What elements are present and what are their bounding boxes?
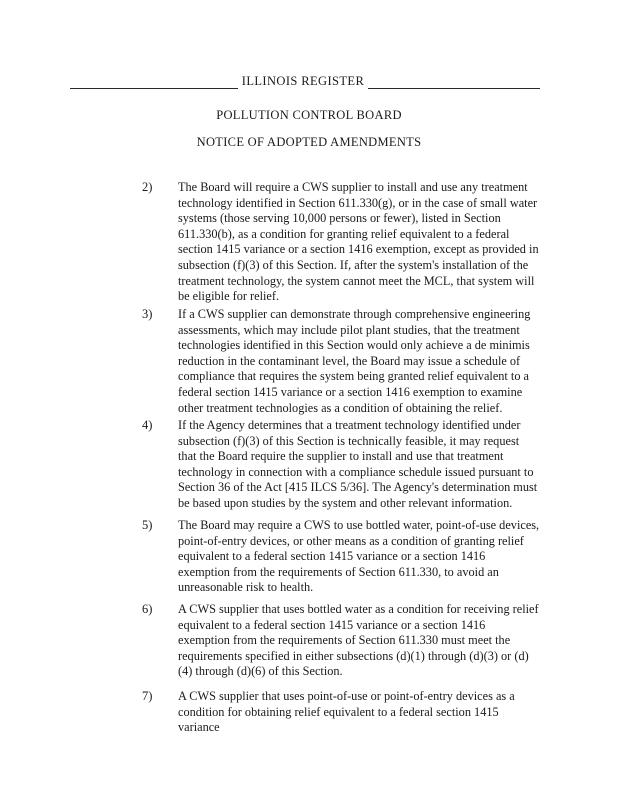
item-text: A CWS supplier that uses point-of-use or point-of-entry devices as a condition for obtaining relief equivalent to a federal section 1415 variance — [178, 689, 515, 735]
item-text: A CWS supplier that uses bottled water as a condition for receiving relief equivalent to a federal section 1415 variance or a section 1416 exemption from the requirements of Section 611.330 must meet the requirements specified in either subsections (d)(1) through (d)(3) or (d)(4) through (d)(6) of this Section. — [178, 602, 539, 679]
item-number: 4) — [142, 418, 153, 432]
item-text: If the Agency determines that a treatment technology identified under subsection (f)(3) of this Section is technically feasible, it may request that the Board require the supplier to install and use that treatment technology in connection with a compliance schedule issued pursuant to Section 36 of the Act [415 ILCS 5/36]. The Agency's determination must be based upon studies by the system and other relevant information. — [178, 418, 538, 510]
item-number: 6) — [142, 602, 153, 616]
notice-heading: NOTICE OF ADOPTED AMENDMENTS — [196, 135, 422, 149]
register-title: ILLINOIS REGISTER — [241, 74, 365, 88]
register-header — [0, 72, 618, 94]
item-number: 3) — [142, 307, 153, 321]
header-rule-left — [70, 88, 238, 89]
item-text: The Board may require a CWS to use bottled water, point-of-use devices, point-of-entry devices, or other means as a condition of granting relief equivalent to a federal section 1415 variance or a section 1416 exemption from the requirements of Section 611.330, to avoid an unreasonable risk to health. — [178, 518, 540, 595]
item-text: The Board will require a CWS supplier to install and use any treatment technology identified in Section 611.330(g), or in the case of small water systems (those serving 10,000 persons or fewer), listed in Section 611.330(b), as a condition for granting relief equivalent to a federal section 1415 variance or a section 1416 exemption, except as provided in subsection (f)(3) of this Section. If, after the system's installation of the treatment technology, the system cannot meet the MCL, that system will be eligible for relief. — [178, 180, 539, 304]
item-number: 2) — [142, 180, 153, 194]
item-text: If a CWS supplier can demonstrate through comprehensive engineering assessments, which may include pilot plant studies, that the treatment technologies identified in this Section would only achieve a de minimis reduction in the contaminant level, the Board may issue a schedule of compliance that requires the system being granted relief equivalent to a federal section 1415 variance or a section 1416 exemption to examine other treatment technologies as a condition of obtaining the relief. — [178, 307, 531, 415]
board-heading: POLLUTION CONTROL BOARD — [216, 108, 402, 122]
item-number: 7) — [142, 689, 153, 703]
item-number: 5) — [142, 518, 153, 532]
header-rule-right — [368, 88, 540, 89]
